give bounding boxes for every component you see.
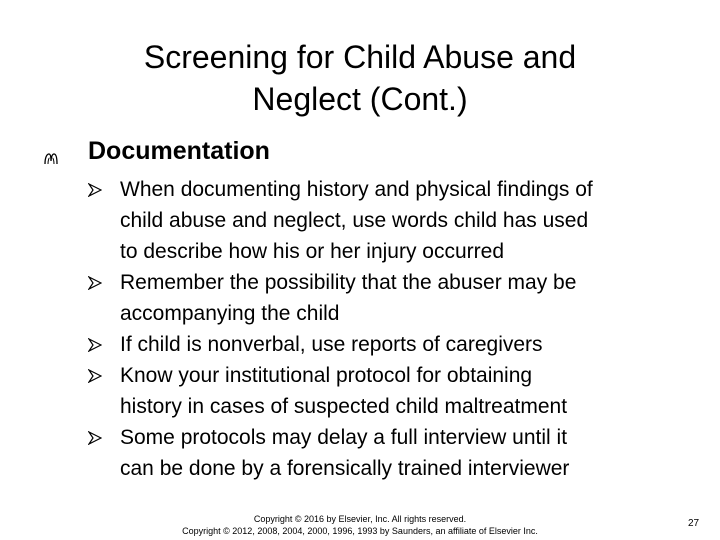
- list-item: [88, 422, 688, 484]
- page-number: 27: [688, 518, 700, 529]
- slide-title-line-2: Neglect (Cont.): [252, 81, 468, 117]
- list-item: [88, 329, 688, 360]
- list-item-line: child abuse and neglect, use words child has used: [120, 209, 589, 232]
- copyright-footer: [130, 513, 590, 537]
- list-item-line: can be done by a forensically trained interviewer: [120, 457, 570, 480]
- list-item: [88, 174, 688, 267]
- list-item-line: When documenting history and physical findings of: [120, 178, 593, 201]
- list-item-line: history in cases of suspected child maltreatment: [120, 395, 568, 418]
- fancy-bullet-icon: [44, 153, 58, 165]
- slide-title-line-1: Screening for Child Abuse and: [143, 39, 577, 75]
- list-item-line: Some protocols may delay a full interview until it: [120, 426, 568, 449]
- list-item: [88, 267, 688, 329]
- slide-title: [60, 36, 660, 120]
- arrowhead-bullet-icon: [88, 431, 102, 445]
- copyright-line-2: Copyright © 2012, 2008, 2004, 2000, 1996, 1993 by Saunders, an affiliate of Elsevier Inc.: [182, 526, 538, 536]
- arrowhead-bullet-icon: [88, 338, 102, 352]
- list-item-line: accompanying the child: [120, 302, 340, 325]
- arrowhead-bullet-icon: [88, 369, 102, 383]
- copyright-line-1: Copyright © 2016 by Elsevier, Inc. All rights reserved.: [253, 514, 467, 524]
- section-heading: Documentation: [88, 137, 270, 165]
- list-item-line: Remember the possibility that the abuser may be: [120, 271, 577, 294]
- list-item-line: to describe how his or her injury occurred: [120, 240, 505, 263]
- list-item-line: Know your institutional protocol for obtaining: [120, 364, 533, 387]
- arrowhead-bullet-icon: [88, 276, 102, 290]
- sub-bullet-list: [88, 174, 688, 484]
- list-item: [88, 360, 688, 422]
- list-item-line: If child is nonverbal, use reports of caregivers: [120, 333, 543, 356]
- arrowhead-bullet-icon: [88, 183, 102, 197]
